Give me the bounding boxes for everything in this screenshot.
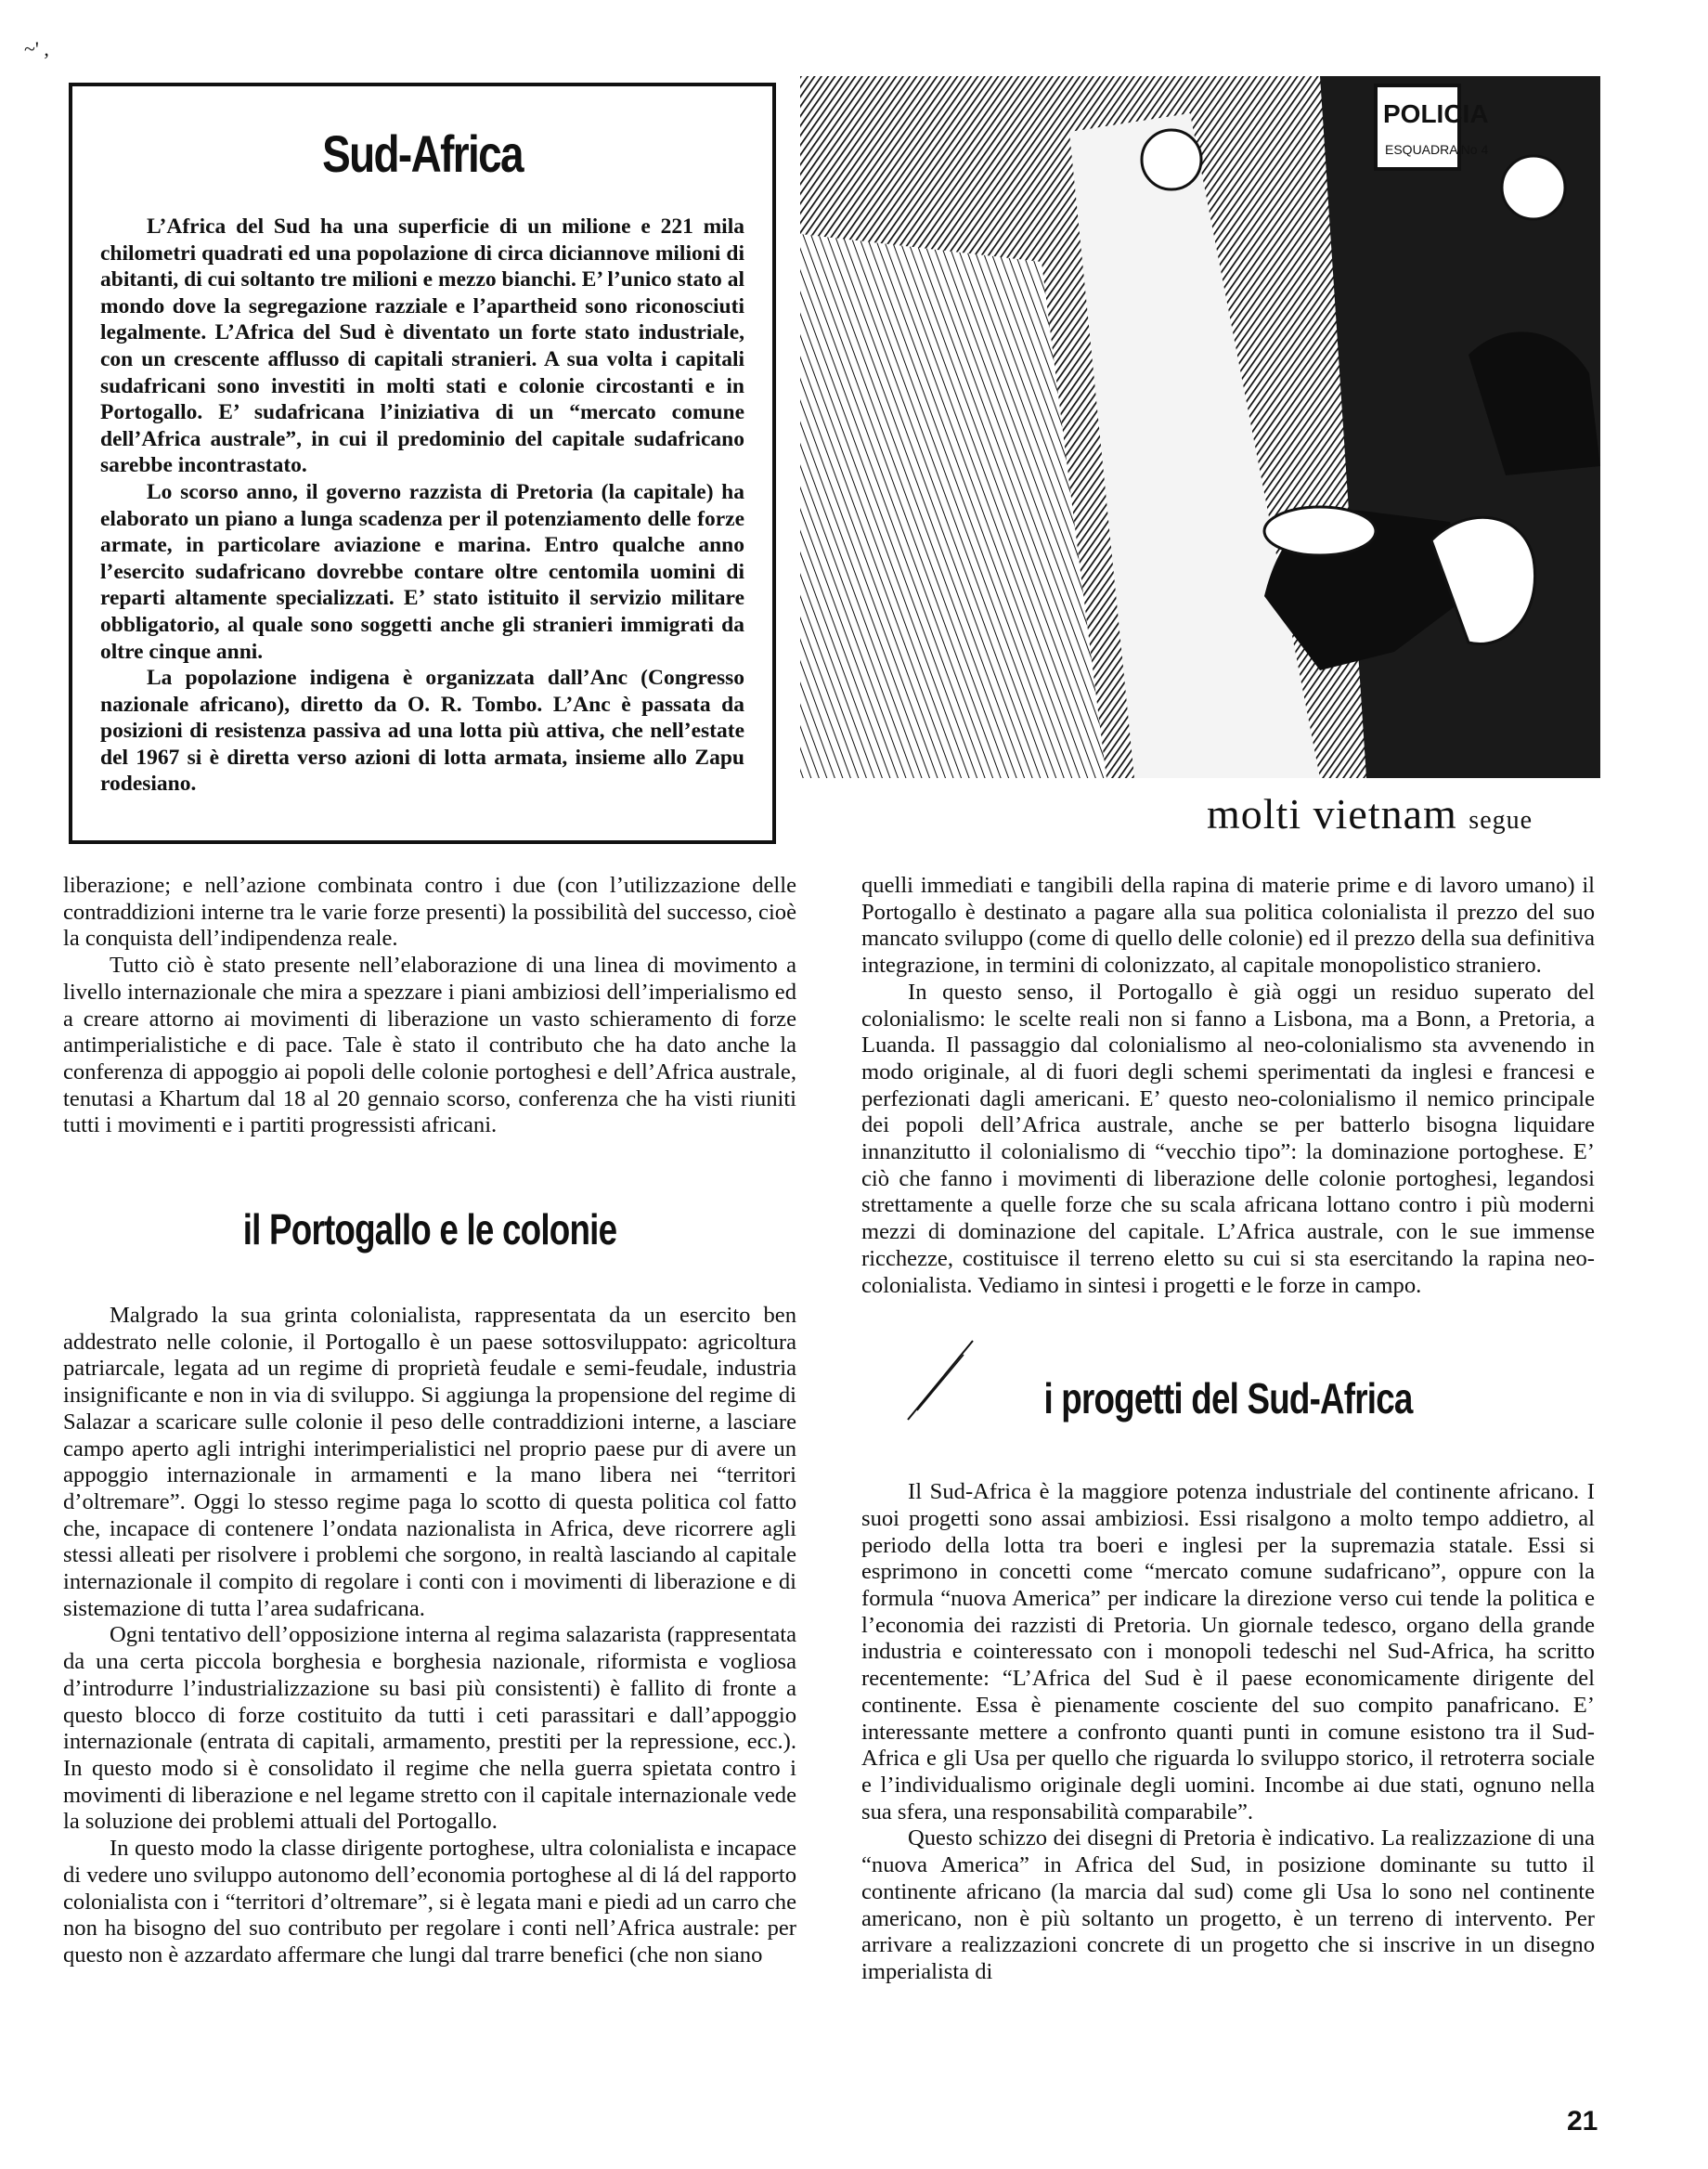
sidebox-paragraph: Lo scorso anno, il governo razzista di Pretoria (la capitale) ha elaborato un piano a lunga scadenza per il potenziamento delle forze armate, in particolare aviazione e marina. Entro qualche anno l’esercito sudafricano dovrebbe contare oltre centomila uomini di reparti altamente specializzati. E’ stato istituito il servizio militare obbligatorio, al quale sono soggetti anche gli stranieri immigrati da oltre cinque anni. (100, 479, 744, 664)
scan-mark: ~' , (24, 37, 49, 60)
paragraph: Tutto ciò è stato presente nell’elaborazione di una linea di movimento a livello internazionale che mira a spezzare i piani ambiziosi dell’imperialismo ed a creare attorno ai movimenti di liberazione un vasto schieramento di forze antimperialistiche e di pace. Tale è stato il contributo che ha dato anche la conferenza di appoggio ai popoli delle colonie portoghesi e dell’Africa australe, tenutasi a Khartum dal 18 al 20 gennaio scorso, conferenza che ha visti riuniti tutti i movimenti e i partiti progressisti africani. (63, 953, 796, 1138)
lamp-icon (1502, 156, 1565, 219)
section-caption (1207, 789, 1533, 838)
page-number: 21 (1567, 2106, 1598, 2137)
paragraph: quelli immediati e tangibili della rapina di materie prime e di lavoro umano) il Portogallo è destinato a pagare alla sua politica colonialista il prezzo del suo mancato sviluppo (come di quello delle colonie) ed il prezzo della sua definitiva integrazione, in termini di colonizzato, al capitale monopolistico straniero. (861, 873, 1595, 979)
section-heading: il Portogallo e le colonie (242, 1205, 617, 1254)
right-column (861, 873, 1595, 1986)
paragraph: In questo senso, il Portogallo è già oggi un residuo superato del colonialismo: le scelte reali non si fanno a Lisbona, ma a Bonn, a Pretoria, a Luanda. Il passaggio dal colonialismo al neo-colonialismo sta avvenendo in modo originale, al di fuori degli schemi sperimentati da inglesi e francesi e perfezionati dagli americani. E’ questo neo-colonialismo il nemico principale dei popoli dell’Africa australe, anche se per batterlo bisogna liquidare innanzitutto il colonialismo di “vecchio tipo”: la dominazione portoghese. E’ ciò che fanno i movimenti di liberazione delle colonie portoghesi, legandosi strettamente a quelle forze che su scala africana lottano contro i più moderni mezzi di dominazione del capitale. L’Africa australe, con le sue immense ricchezze, costituisce il terreno eletto su cui si sta esercitando la rapina neo-colonialista. Vediamo in sintesi i progetti e le forze in campo. (861, 979, 1595, 1298)
paragraph: Questo schizzo dei disegni di Pretoria è indicativo. La realizzazione di una “nuova America” in Africa del Sud, in posizione dominante su tutto il continente africano (la marcia dal sud) come gli Usa lo sono nel continente americano, non è più soltanto un progetto, è un terreno di intervento. Per arrivare a realizzazioni concrete di un progetto che si inscrive in un disegno imperialista di (861, 1825, 1595, 1984)
sidebox-paragraph: L’Africa del Sud ha una superficie di un milione e 221 mila chilometri quadrati ed una popolazione di circa diciannove milioni di abitanti, di cui soltanto tre milioni e mezzo bianchi. E’ l’unico stato al mondo dove la segregazione razziale e l’apartheid sono riconosciuti legalmente. L’Africa del Sud è diventato un forte stato industriale, con un crescente afflusso di capitali stranieri. A sua volta i capitali sudafricani sono investiti in molti stati e colonie circostanti e in Portogallo. E’ sudafricana l’iniziativa di un “mercato comune dell’Africa australe”, in cui il predominio del capitale sudafricano sarebbe incontrastato. (100, 214, 744, 478)
sidebox-sud-africa (69, 83, 776, 844)
sign-text: POLICIA (1383, 99, 1489, 128)
paragraph: In questo modo la classe dirigente portoghese, ultra colonialista e incapace di vedere uno sviluppo autonomo dell’economia portoghese al di lá del rapporto colonialista con i “territori d’oltremare”, si è legata mani e piedi ad un carro che non ha bisogno del suo contributo per regolare i conti nell’Africa australe: per questo non è azzardato affermare che lungi dal trarre benefici (che non siano (63, 1836, 796, 1968)
sign-subtext: ESQUADRA No 4 (1385, 142, 1489, 157)
section-heading: i progetti del Sud-Africa (1043, 1374, 1413, 1423)
sidebox-title: Sud-Africa (322, 124, 523, 183)
paragraph: Il Sud-Africa è la maggiore potenza industriale del continente africano. I suoi progetti sono assai ambiziosi. Essi risalgono a molto tempo addietro, al periodo della lotta tra boeri e inglesi per la supremazia statale. Essi si esprimono in concetti come “mercato comune sudafricano”, oppure con la formula “nuova America” per indicare la direzione verso cui tende la politica e l’economia dei razzisti di Pretoria. Un giornale tedesco, organo della grande industria e cointeressato con i monopoli tedeschi nel Sud-Africa, ha scritto recentemente: “L’Africa del Sud è il paese economicamente dirigente del continente. Essa è pienamente cosciente del suo compito panafricano. E’ interessante mettere a confronto quanti punti in comune esistono tra il Sud-Africa e gli Usa per quello che riguarda lo sviluppo storico, il retroterra sociale e l’individualismo originale degli uomini. Incombe ai due stati, ognuno nella sua sfera, una responsabilità comparabile”. (861, 1479, 1595, 1825)
paragraph: Malgrado la sua grinta colonialista, rappresentata da un esercito ben addestrato nelle colonie, il Portogallo è un paese sottosviluppato: agricoltura patriarcale, legata ad un regime di proprietà feudale e semi-feudale, industria insignificante e non in via di sviluppo. Si aggiunga la propensione del regime di Salazar a scaricare sulle colonie il peso delle contraddizioni interne, a lasciare campo aperto agli intrighi interimperialistici nel proprio paese pur di avere un appoggio internazionale in armamenti e la mano libera nei “territori d’oltremare”. Oggi lo stesso regime paga lo scotto di questa politica col fatto che, incapace di contenere l’ondata nazionalista in Africa, deve ricorrere agli stessi alleati per risolvere i problemi che sorgono, in realtà lasciando al capitale internazionale il compito di regolare i conti con i movimenti di liberazione e di sistemazione di tutta l’area sudafricana. (63, 1303, 796, 1621)
caption-title: molti vietnam (1207, 790, 1457, 838)
paragraph: liberazione; e nell’azione combinata contro i due (con l’utilizzazione delle contraddizioni interne tra le varie forze presenti) la possibilità del successo, cioè la conquista dell’indipendenza reale. (63, 873, 796, 952)
sidebox-paragraph: La popolazione indigena è organizzata dall’Anc (Congresso nazionale africano), diretto da O. R. Tombo. L’Anc è passata da posizioni di resistenza passiva ad una lotta più attiva, che nell’estate del 1967 si è diretta verso azioni di lotta armata, insieme allo Zapu rodesiano. (100, 666, 744, 797)
paragraph: Ogni tentativo dell’opposizione interna al regima salazarista (rappresentata da una certa piccola borghesia e borghesia nazionale, riformista e vogliosa d’introdurre l’industrializzazione su basi più consistenti) è fallito di fronte a questo blocco di forze costituito da tutti i ceti parassitari e dall’appoggio internazionale (entrata di capitali, armamento, prestiti per la repressione, ecc.). In questo modo si è consolidato il regime che nella guerra spietata contro i movimenti di liberazione e nel legame stretto con il capitale internazionale vede la soluzione dei problemi attuali del Portogallo. (63, 1622, 796, 1835)
caption-suffix: segue (1469, 806, 1533, 835)
lamp-icon (1142, 130, 1201, 189)
police-illustration (800, 76, 1600, 778)
left-column (63, 873, 796, 1969)
